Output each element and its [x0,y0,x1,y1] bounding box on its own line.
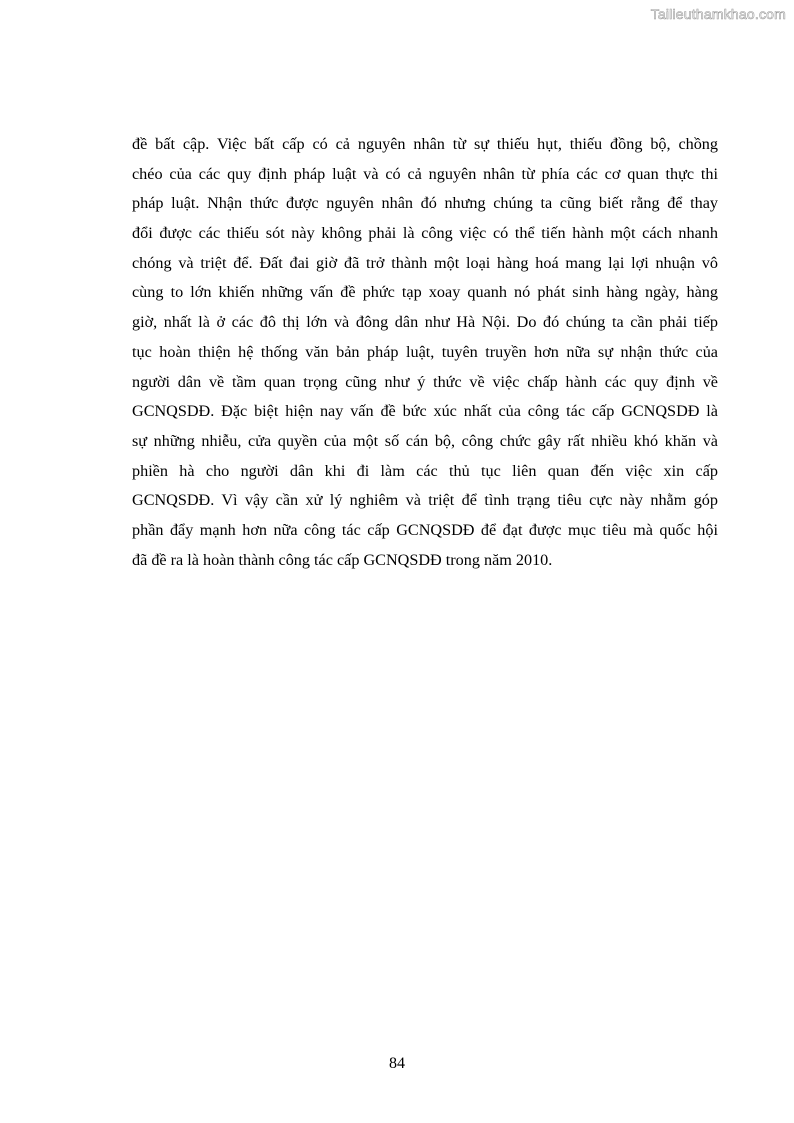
paragraph-line: pháp luật. Nhận thức được nguyên nhân đó nhưng chúng ta cũng biết rằng để thay [132,194,718,213]
paragraph-line: đã đề ra là hoàn thành công tác cấp GCNQSDĐ trong năm 2010. [132,550,553,569]
paragraph-line: chéo của các quy định pháp luật và có cả nguyên nhân từ phía các cơ quan thực thi [132,164,718,183]
paragraph-line: cùng to lớn khiến những vấn đề phức tạp xoay quanh nó phát sinh hàng ngày, hàng [132,283,718,302]
paragraph-line: GCNQSDĐ. Đặc biệt hiện nay vấn đề bức xúc nhất của công tác cấp GCNQSDĐ là [132,402,718,421]
paragraph-line: giờ, nhất là ở các đô thị lớn và đông dân như Hà Nội. Do đó chúng ta cần phải tiếp [132,313,718,332]
paragraph-line: chóng và triệt để. Đất đai giờ đã trở thành một loại hàng hoá mang lại lợi nhuận vô [132,253,718,272]
page-number: 84 [389,1055,405,1072]
paragraph-line: tục hoàn thiện hệ thống văn bản pháp luật, tuyên truyền hơn nữa sự nhận thức của [132,342,718,361]
paragraph-line: đổi được các thiếu sót này không phải là công việc có thể tiến hành một cách nhanh [132,224,718,243]
paragraph-line: sự những nhiễu, cửa quyền của một số cán bộ, công chức gây rất nhiều khó khăn và [132,431,718,450]
body-paragraph [132,130,718,575]
paragraph-line: phần đẩy mạnh hơn nữa công tác cấp GCNQSDĐ để đạt được mục tiêu mà quốc hội [132,520,718,539]
paragraph-line: đề bất cập. Việc bất cấp có cả nguyên nhân từ sự thiếu hụt, thiếu đồng bộ, chồng [132,135,718,153]
watermark-logo: Tailieuthamkhao.com [650,6,786,22]
paragraph-line: phiền hà cho người dân khi đi làm các thủ tục liên quan đến việc xin cấp [132,461,718,480]
paragraph-line: người dân về tầm quan trọng cũng như ý thức về việc chấp hành các quy định về [132,372,718,391]
paragraph-line: GCNQSDĐ. Vì vậy cần xử lý nghiêm và triệt để tình trạng tiêu cực này nhằm góp [132,491,718,510]
